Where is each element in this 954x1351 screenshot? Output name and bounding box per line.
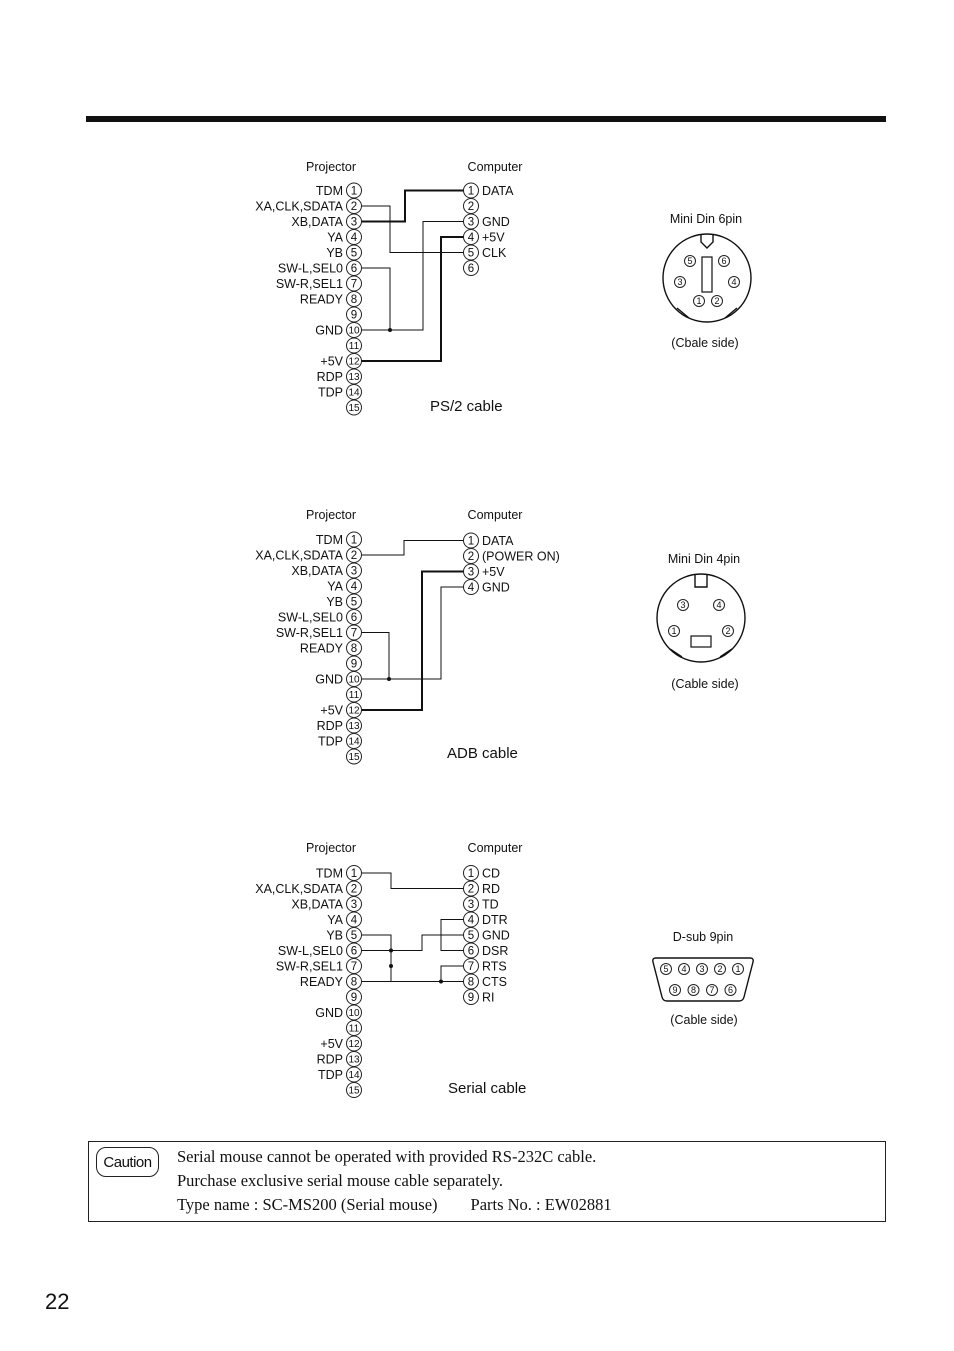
pin-number: 3	[677, 277, 683, 288]
pin-number: 13	[348, 372, 360, 384]
pin-number: 3	[467, 899, 475, 912]
connector-side-label: (Cable side)	[671, 677, 739, 691]
pin-number: 9	[350, 309, 358, 322]
pin-number: 2	[467, 201, 475, 214]
projector-pin-label: SW-R,SEL1	[275, 959, 343, 974]
connector-title: Mini Din 6pin	[669, 212, 743, 226]
pin-number: 6	[467, 263, 475, 276]
computer-pin-label: CLK	[482, 246, 507, 260]
pin-number: 9	[672, 985, 678, 996]
projector-header: Projector	[305, 160, 357, 174]
connector-title: D-sub 9pin	[672, 930, 734, 944]
pin-number: 5	[663, 964, 669, 975]
serial-cable-diagram	[255, 841, 753, 1098]
pin-number: 7	[467, 961, 475, 974]
projector-pin-label: YA	[327, 913, 343, 927]
ps2-cable-diagram	[255, 160, 751, 415]
projector-pin-label: XB,DATA	[291, 564, 343, 578]
pin-number: 5	[350, 596, 358, 609]
projector-pin-label: TDP	[318, 1068, 343, 1082]
projector-pin-label: READY	[299, 975, 343, 989]
projector-pin-label: TDM	[315, 533, 343, 547]
wire	[441, 966, 464, 982]
pin-number: 3	[467, 566, 475, 579]
connector-edge-marks	[670, 649, 732, 657]
projector-pin-label: YA	[327, 230, 343, 245]
pin-number: 3	[350, 216, 358, 229]
pin-number: 7	[350, 961, 358, 974]
projector-pin-label: READY	[299, 292, 343, 307]
projector-pin-label: YA	[327, 579, 343, 594]
pin-number: 2	[717, 964, 723, 975]
pin-number: 14	[348, 387, 360, 399]
pin-number: 4	[731, 277, 737, 288]
connector-side-label: (Cbale side)	[671, 336, 739, 350]
cable-name: Serial cable	[448, 1080, 527, 1097]
pin-number: 9	[467, 992, 475, 1005]
wire-junction-dot	[439, 980, 443, 984]
pin-number: 9	[350, 658, 358, 671]
computer-pin-label: DATA	[482, 534, 514, 548]
projector-pin-label: +5V	[320, 354, 343, 369]
projector-pin-label: SW-R,SEL1	[275, 626, 343, 640]
pin-number: 1	[350, 868, 358, 881]
pin-number: 6	[467, 945, 475, 958]
pin-number: 4	[350, 232, 358, 245]
computer-pin-label: DTR	[482, 913, 508, 927]
pin-number: 4	[350, 581, 358, 594]
computer-pin-label: TD	[482, 897, 499, 912]
pin-number: 7	[709, 985, 715, 996]
wire-junction-dot	[389, 949, 393, 953]
computer-pin-label: +5V	[482, 230, 505, 245]
cable-name: ADB cable	[447, 745, 518, 762]
projector-pin-label: GND	[315, 323, 343, 338]
projector-pin-label: GND	[315, 1006, 343, 1020]
pin-number: 6	[721, 256, 727, 267]
projector-pin-label: XA,CLK,SDATA	[255, 548, 343, 563]
projector-pin-label: SW-R,SEL1	[275, 277, 343, 291]
projector-pin-label: XB,DATA	[291, 897, 343, 912]
projector-header: Projector	[305, 841, 357, 855]
pin-number: 2	[467, 883, 475, 896]
cable-name: PS/2 cable	[430, 398, 503, 415]
wire	[362, 237, 464, 361]
pin-number: 14	[348, 736, 360, 748]
pin-number: 4	[681, 964, 687, 975]
wire	[362, 935, 392, 982]
pin-number: 13	[348, 721, 360, 733]
pin-number: 6	[350, 945, 358, 958]
projector-pin-label: XB,DATA	[291, 215, 343, 229]
computer-pin-label: CTS	[482, 975, 507, 989]
pin-number: 2	[350, 883, 358, 896]
pin-number: 4	[716, 600, 722, 611]
pin-number: 5	[350, 247, 358, 260]
projector-pin-label: TDP	[318, 734, 343, 749]
pin-number: 6	[350, 263, 358, 276]
wire	[362, 873, 464, 889]
wire	[362, 541, 464, 556]
pin-number: 12	[348, 705, 360, 717]
pin-number: 4	[467, 914, 475, 927]
computer-pin-label: RI	[482, 990, 495, 1005]
caution-box	[88, 1141, 886, 1222]
pin-number: 15	[348, 752, 360, 764]
pin-number: 8	[690, 985, 697, 996]
wire	[362, 935, 464, 951]
pin-number: 7	[350, 278, 358, 291]
pin-number: 4	[350, 914, 358, 927]
projector-pin-label: +5V	[320, 703, 343, 718]
wire-junction-dot	[387, 677, 391, 681]
pin-number: 12	[348, 356, 360, 368]
connector-key-notch	[701, 235, 713, 248]
computer-pin-label: DSR	[482, 944, 509, 958]
pin-number: 14	[348, 1070, 360, 1082]
pin-number: 2	[725, 626, 731, 637]
pin-number: 7	[350, 627, 358, 640]
computer-pin-label: DATA	[482, 184, 514, 198]
pin-number: 4	[467, 232, 475, 245]
projector-header: Projector	[305, 508, 357, 522]
computer-pin-label: (POWER ON)	[482, 549, 560, 564]
connector-title: Mini Din 4pin	[667, 552, 741, 566]
pin-number: 12	[348, 1039, 360, 1051]
adb-cable-diagram	[255, 508, 745, 764]
wire	[362, 206, 464, 253]
projector-pin-label: GND	[315, 672, 343, 687]
pin-number: 15	[348, 1085, 360, 1097]
wire	[362, 572, 464, 711]
pin-number: 11	[348, 690, 360, 702]
projector-pin-label: YB	[326, 246, 343, 260]
pin-number: 4	[467, 582, 475, 595]
pin-number: 3	[350, 565, 358, 578]
pin-number: 10	[348, 325, 360, 337]
pin-number: 6	[350, 612, 358, 625]
wire	[362, 268, 391, 330]
computer-pin-label: CD	[482, 866, 501, 881]
pin-number: 6	[727, 985, 734, 996]
caution-line: Purchase exclusive serial mouse cable separately.	[177, 1171, 504, 1190]
pin-number: 9	[350, 992, 358, 1005]
connector-side-label: (Cable side)	[670, 1013, 738, 1027]
computer-pin-label: +5V	[482, 565, 505, 579]
projector-pin-label: READY	[299, 641, 343, 656]
computer-pin-label: RTS	[482, 959, 507, 974]
projector-pin-label: YB	[326, 595, 343, 609]
pin-number: 2	[350, 201, 358, 214]
projector-pin-label: YB	[326, 928, 343, 943]
pin-number: 1	[350, 185, 358, 198]
computer-pin-label: GND	[482, 580, 510, 595]
projector-pin-label: TDM	[315, 184, 343, 198]
projector-pin-label: +5V	[320, 1037, 343, 1051]
pin-number: 5	[687, 256, 693, 267]
pin-number: 8	[350, 294, 358, 307]
connector-center-key	[702, 257, 712, 292]
pin-number: 1	[671, 626, 677, 637]
caution-badge: Caution	[96, 1147, 159, 1177]
pin-number: 1	[467, 868, 475, 881]
pin-number: 5	[350, 930, 358, 943]
caution-text	[177, 1145, 612, 1217]
pin-number: 8	[350, 976, 358, 989]
pin-number: 5	[467, 247, 475, 260]
pin-number: 2	[467, 551, 475, 564]
computer-header: Computer	[467, 841, 523, 855]
projector-pin-label: TDM	[315, 866, 343, 881]
pin-number: 10	[348, 1008, 360, 1020]
pin-number: 3	[350, 899, 358, 912]
pin-number: 3	[680, 600, 686, 611]
pin-number: 1	[467, 185, 475, 198]
pin-number: 13	[348, 1054, 360, 1066]
pin-number: 5	[467, 930, 475, 943]
projector-pin-label: RDP	[316, 1052, 343, 1067]
computer-pin-label: GND	[482, 215, 510, 229]
pin-number: 1	[467, 535, 475, 548]
projector-pin-label: RDP	[316, 370, 343, 384]
pin-number: 1	[350, 534, 358, 547]
wire-junction-dot	[388, 328, 392, 332]
computer-pin-label: GND	[482, 928, 510, 943]
header-rule	[86, 116, 886, 122]
projector-pin-label: RDP	[316, 719, 343, 733]
caution-line: Serial mouse cannot be operated with provided RS-232C cable.	[177, 1147, 597, 1166]
connector-center-key	[691, 636, 711, 647]
connector-key-notch	[695, 575, 707, 587]
pin-number: 3	[699, 964, 705, 975]
projector-pin-label: SW-L,SEL0	[277, 261, 343, 276]
pin-number: 2	[350, 550, 358, 563]
projector-pin-label: SW-L,SEL0	[277, 944, 343, 958]
pin-number: 1	[696, 296, 702, 307]
pin-number: 2	[714, 296, 720, 307]
projector-pin-label: SW-L,SEL0	[277, 610, 343, 625]
pin-number: 15	[348, 403, 360, 415]
computer-header: Computer	[467, 508, 523, 522]
pin-number: 10	[348, 674, 360, 686]
projector-pin-label: XA,CLK,SDATA	[255, 199, 343, 214]
page-number: 22	[45, 1289, 70, 1314]
pin-number: 3	[467, 216, 475, 229]
computer-header: Computer	[467, 160, 523, 174]
projector-pin-label: TDP	[318, 385, 343, 400]
computer-pin-label: RD	[482, 882, 501, 896]
caution-line: Type name : SC-MS200 (Serial mouse) Parts No. : EW02881	[177, 1195, 612, 1214]
pin-number: 8	[350, 643, 358, 656]
pin-number: 1	[735, 964, 741, 975]
pin-number: 11	[348, 341, 360, 353]
pin-number: 11	[348, 1023, 360, 1035]
wire-junction-dot	[389, 964, 393, 968]
pin-number: 8	[467, 976, 475, 989]
wire	[362, 633, 390, 680]
projector-pin-label: XA,CLK,SDATA	[255, 882, 343, 896]
